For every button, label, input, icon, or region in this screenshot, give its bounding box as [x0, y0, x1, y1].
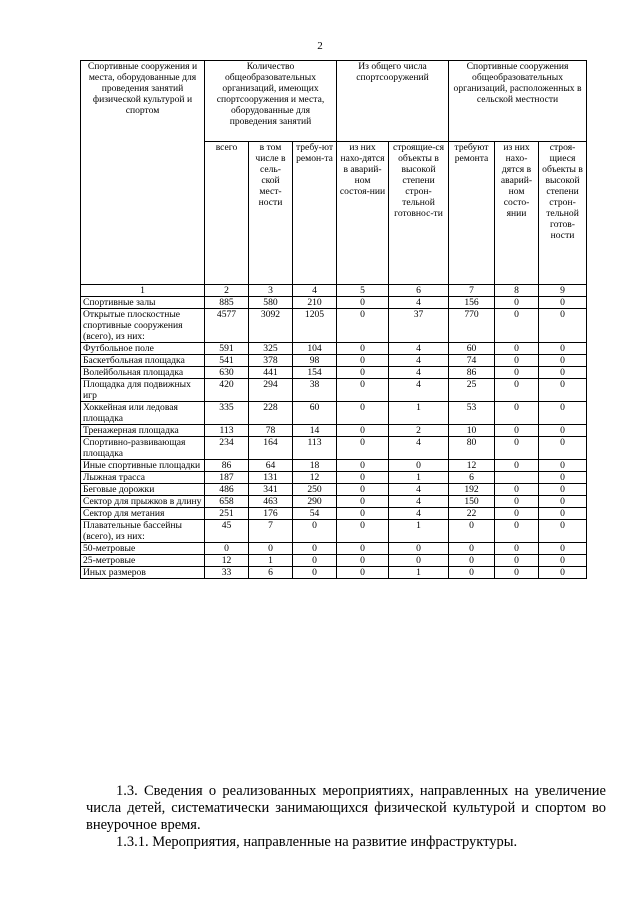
table-cell: 228: [249, 402, 293, 425]
row-label: Сектор для метания: [81, 508, 205, 520]
table-cell: 0: [495, 496, 539, 508]
column-index: 8: [495, 285, 539, 297]
table-cell: 14: [293, 425, 337, 437]
sports-facilities-table: [80, 60, 587, 579]
table-row: [81, 508, 587, 520]
table-cell: 290: [293, 496, 337, 508]
table-row: [81, 343, 587, 355]
table-cell: 0: [495, 543, 539, 555]
table-cell: 0: [539, 520, 587, 543]
row-label: Тренажерная площадка: [81, 425, 205, 437]
table-cell: 0: [337, 555, 389, 567]
table-cell: 53: [449, 402, 495, 425]
row-label: Хоккейная или ледовая площадка: [81, 402, 205, 425]
table-cell: 86: [449, 367, 495, 379]
table-cell: 4: [389, 496, 449, 508]
table-cell: 12: [205, 555, 249, 567]
table-cell: 0: [293, 567, 337, 579]
table-row: [81, 484, 587, 496]
table-cell: 0: [539, 472, 587, 484]
column-index: 5: [337, 285, 389, 297]
table-cell: 60: [449, 343, 495, 355]
row-label: Иных размеров: [81, 567, 205, 579]
table-cell: 0: [337, 355, 389, 367]
table-cell: 45: [205, 520, 249, 543]
table-cell: 60: [293, 402, 337, 425]
table-cell: 0: [337, 367, 389, 379]
table-cell: 294: [249, 379, 293, 402]
row-label: Спортивные залы: [81, 297, 205, 309]
table-cell: 0: [449, 567, 495, 579]
table-cell: 154: [293, 367, 337, 379]
table-cell: 4: [389, 484, 449, 496]
table-cell: 0: [389, 543, 449, 555]
table-cell: 591: [205, 343, 249, 355]
row-label: Лыжная трасса: [81, 472, 205, 484]
table-cell: 463: [249, 496, 293, 508]
table-cell: 4577: [205, 309, 249, 343]
table-cell: 1: [389, 567, 449, 579]
table-cell: 1: [389, 520, 449, 543]
table-cell: 164: [249, 437, 293, 460]
section-paragraph-1-3: 1.3. Сведения о реализованных мероприятиях, направленных на увеличение числа детей, систематически занимающихся физической культурой и спортом во внеурочное время.: [86, 782, 606, 833]
table-cell: 0: [337, 567, 389, 579]
table-cell: 658: [205, 496, 249, 508]
table-row: [81, 437, 587, 460]
table-cell: 18: [293, 460, 337, 472]
table-cell: 0: [337, 379, 389, 402]
table-cell: 0: [337, 460, 389, 472]
table-cell: 541: [205, 355, 249, 367]
table-cell: 630: [205, 367, 249, 379]
table-cell: 7: [249, 520, 293, 543]
table-cell: 4: [389, 355, 449, 367]
table-cell: 25: [449, 379, 495, 402]
table-cell: 0: [389, 460, 449, 472]
table-row: [81, 460, 587, 472]
table-cell: 0: [337, 472, 389, 484]
row-label: Открытые плоскостные спортивные сооружения (всего), из них:: [81, 309, 205, 343]
table-cell: 0: [293, 555, 337, 567]
column-index: 4: [293, 285, 337, 297]
table-cell: 113: [205, 425, 249, 437]
column-index: 3: [249, 285, 293, 297]
table-cell: 0: [539, 355, 587, 367]
table-cell: 0: [495, 508, 539, 520]
table-cell: 0: [495, 402, 539, 425]
table-cell: 0: [539, 437, 587, 460]
table-cell: 4: [389, 343, 449, 355]
table-cell: 6: [449, 472, 495, 484]
table-row: [81, 472, 587, 484]
sub-header: всего: [205, 142, 249, 285]
table-cell: 325: [249, 343, 293, 355]
row-label: Футбольное поле: [81, 343, 205, 355]
page-number: 2: [317, 40, 323, 52]
table-cell: 0: [337, 297, 389, 309]
table-cell: 0: [337, 402, 389, 425]
table-row: [81, 402, 587, 425]
table-cell: 0: [495, 379, 539, 402]
table-row: [81, 543, 587, 555]
table-cell: 0: [495, 343, 539, 355]
table-cell: 486: [205, 484, 249, 496]
sub-header: требу-ют ремон-та: [293, 142, 337, 285]
column-group-header-of-total: Из общего числа спортсооружений: [337, 61, 449, 142]
table-cell: 1: [249, 555, 293, 567]
table-cell: 770: [449, 309, 495, 343]
table-cell: 234: [205, 437, 249, 460]
table-cell: 251: [205, 508, 249, 520]
table-cell: 4: [389, 367, 449, 379]
table-cell: 98: [293, 355, 337, 367]
table-cell: 210: [293, 297, 337, 309]
row-label: Беговые дорожки: [81, 484, 205, 496]
table-cell: 0: [495, 555, 539, 567]
table-cell: 74: [449, 355, 495, 367]
table-cell: 10: [449, 425, 495, 437]
table-row: [81, 379, 587, 402]
column-index: 6: [389, 285, 449, 297]
table-cell: 0: [337, 496, 389, 508]
sub-header: из них нахо-дятся в аварий-ном состо-янии: [495, 142, 539, 285]
table-cell: 4: [389, 297, 449, 309]
table-cell: 0: [539, 496, 587, 508]
table-cell: 0: [539, 343, 587, 355]
section-paragraph-1-3-1: 1.3.1. Мероприятия, направленные на развитие инфраструктуры.: [116, 833, 518, 850]
table-cell: 0: [449, 543, 495, 555]
table-cell: 341: [249, 484, 293, 496]
column-index: 7: [449, 285, 495, 297]
table-cell: 38: [293, 379, 337, 402]
table-cell: 78: [249, 425, 293, 437]
table-cell: 4: [389, 508, 449, 520]
table-cell: 441: [249, 367, 293, 379]
table-cell: 12: [449, 460, 495, 472]
table-cell: 0: [539, 402, 587, 425]
table-cell: 250: [293, 484, 337, 496]
table-cell: 0: [495, 425, 539, 437]
table-cell: 0: [539, 543, 587, 555]
column-index: 1: [81, 285, 205, 297]
row-label: Плавательные бассейны (всего), из них:: [81, 520, 205, 543]
table-cell: [495, 472, 539, 484]
column-group-header-count: Количество общеобразовательных организаций, имеющих спортсооружения и места, оборудованные для проведения занятий: [205, 61, 337, 142]
table-cell: 0: [539, 425, 587, 437]
table-cell: 0: [495, 437, 539, 460]
table-cell: 0: [249, 543, 293, 555]
table-cell: 0: [495, 367, 539, 379]
table-cell: 0: [337, 508, 389, 520]
table-cell: 0: [539, 484, 587, 496]
table-cell: 0: [539, 460, 587, 472]
column-group-header-rural: Спортивные сооружения общеобразовательных организаций, расположенных в сельской местности: [449, 61, 587, 142]
table-row: [81, 555, 587, 567]
column-index: 2: [205, 285, 249, 297]
table-cell: 0: [539, 309, 587, 343]
table-cell: 22: [449, 508, 495, 520]
table-cell: 3092: [249, 309, 293, 343]
table-cell: 0: [539, 555, 587, 567]
sub-header: строящие-ся объекты в высокой степени строн-тельной готовнос-ти: [389, 142, 449, 285]
table-cell: 885: [205, 297, 249, 309]
row-label: Баскетбольная площадка: [81, 355, 205, 367]
table-cell: 580: [249, 297, 293, 309]
sub-header: строя-щиеся объекты в высокой степени строн-тельной готов-ности: [539, 142, 587, 285]
table-cell: 1: [389, 472, 449, 484]
table-cell: 420: [205, 379, 249, 402]
table-cell: 150: [449, 496, 495, 508]
row-label: Спортивно-развивающая площадка: [81, 437, 205, 460]
table-cell: 0: [495, 297, 539, 309]
table-cell: 0: [539, 379, 587, 402]
table-cell: 54: [293, 508, 337, 520]
table-cell: 0: [539, 367, 587, 379]
table-cell: 2: [389, 425, 449, 437]
table-cell: 86: [205, 460, 249, 472]
row-label: Волейбольная площадка: [81, 367, 205, 379]
table-body: [81, 297, 587, 579]
table-cell: 378: [249, 355, 293, 367]
table-cell: 0: [293, 543, 337, 555]
table-cell: 4: [389, 379, 449, 402]
table-cell: 0: [495, 520, 539, 543]
table-cell: 0: [337, 425, 389, 437]
table-cell: 0: [337, 543, 389, 555]
table-cell: 192: [449, 484, 495, 496]
table-cell: 1205: [293, 309, 337, 343]
row-label: 50-метровые: [81, 543, 205, 555]
table-cell: 104: [293, 343, 337, 355]
table-row: [81, 297, 587, 309]
sub-header: из них нахо-дятся в аварий-ном состоя-нии: [337, 142, 389, 285]
table-cell: 335: [205, 402, 249, 425]
table-cell: 187: [205, 472, 249, 484]
table-cell: 0: [495, 484, 539, 496]
row-label: 25-метровые: [81, 555, 205, 567]
table-cell: 0: [389, 555, 449, 567]
table-cell: 0: [337, 437, 389, 460]
table-cell: 0: [495, 460, 539, 472]
column-index: 9: [539, 285, 587, 297]
table-row: [81, 355, 587, 367]
table-cell: 33: [205, 567, 249, 579]
row-label: Иные спортивные площадки: [81, 460, 205, 472]
table-cell: 0: [337, 343, 389, 355]
column-index-row: [81, 285, 587, 297]
table-row: [81, 367, 587, 379]
table-row: [81, 309, 587, 343]
table-cell: 131: [249, 472, 293, 484]
table-cell: 0: [449, 555, 495, 567]
table-cell: 0: [539, 567, 587, 579]
column-header-facility: Спортивные сооружения и места, оборудованные для проведения занятий физической культурой и спортом: [81, 61, 205, 285]
row-label: Сектор для прыжков в длину: [81, 496, 205, 508]
table-cell: 0: [337, 309, 389, 343]
table-cell: 0: [539, 508, 587, 520]
table-cell: 0: [449, 520, 495, 543]
table-cell: 156: [449, 297, 495, 309]
sub-header: требуют ремонта: [449, 142, 495, 285]
table-cell: 0: [337, 520, 389, 543]
table-cell: 64: [249, 460, 293, 472]
row-label: Площадка для подвижных игр: [81, 379, 205, 402]
table-cell: 0: [495, 355, 539, 367]
table-cell: 0: [495, 567, 539, 579]
table-cell: 1: [389, 402, 449, 425]
table-row: [81, 496, 587, 508]
table-cell: 12: [293, 472, 337, 484]
table-cell: 0: [495, 309, 539, 343]
table-cell: 80: [449, 437, 495, 460]
table-cell: 0: [293, 520, 337, 543]
table-cell: 0: [337, 484, 389, 496]
table-cell: 0: [539, 297, 587, 309]
table-cell: 176: [249, 508, 293, 520]
sub-header: в том числе в сель-ской мест-ности: [249, 142, 293, 285]
table-cell: 4: [389, 437, 449, 460]
table-cell: 113: [293, 437, 337, 460]
table-row: [81, 425, 587, 437]
table-row: [81, 567, 587, 579]
table-cell: 0: [205, 543, 249, 555]
table-cell: 6: [249, 567, 293, 579]
table-cell: 37: [389, 309, 449, 343]
table-row: [81, 520, 587, 543]
